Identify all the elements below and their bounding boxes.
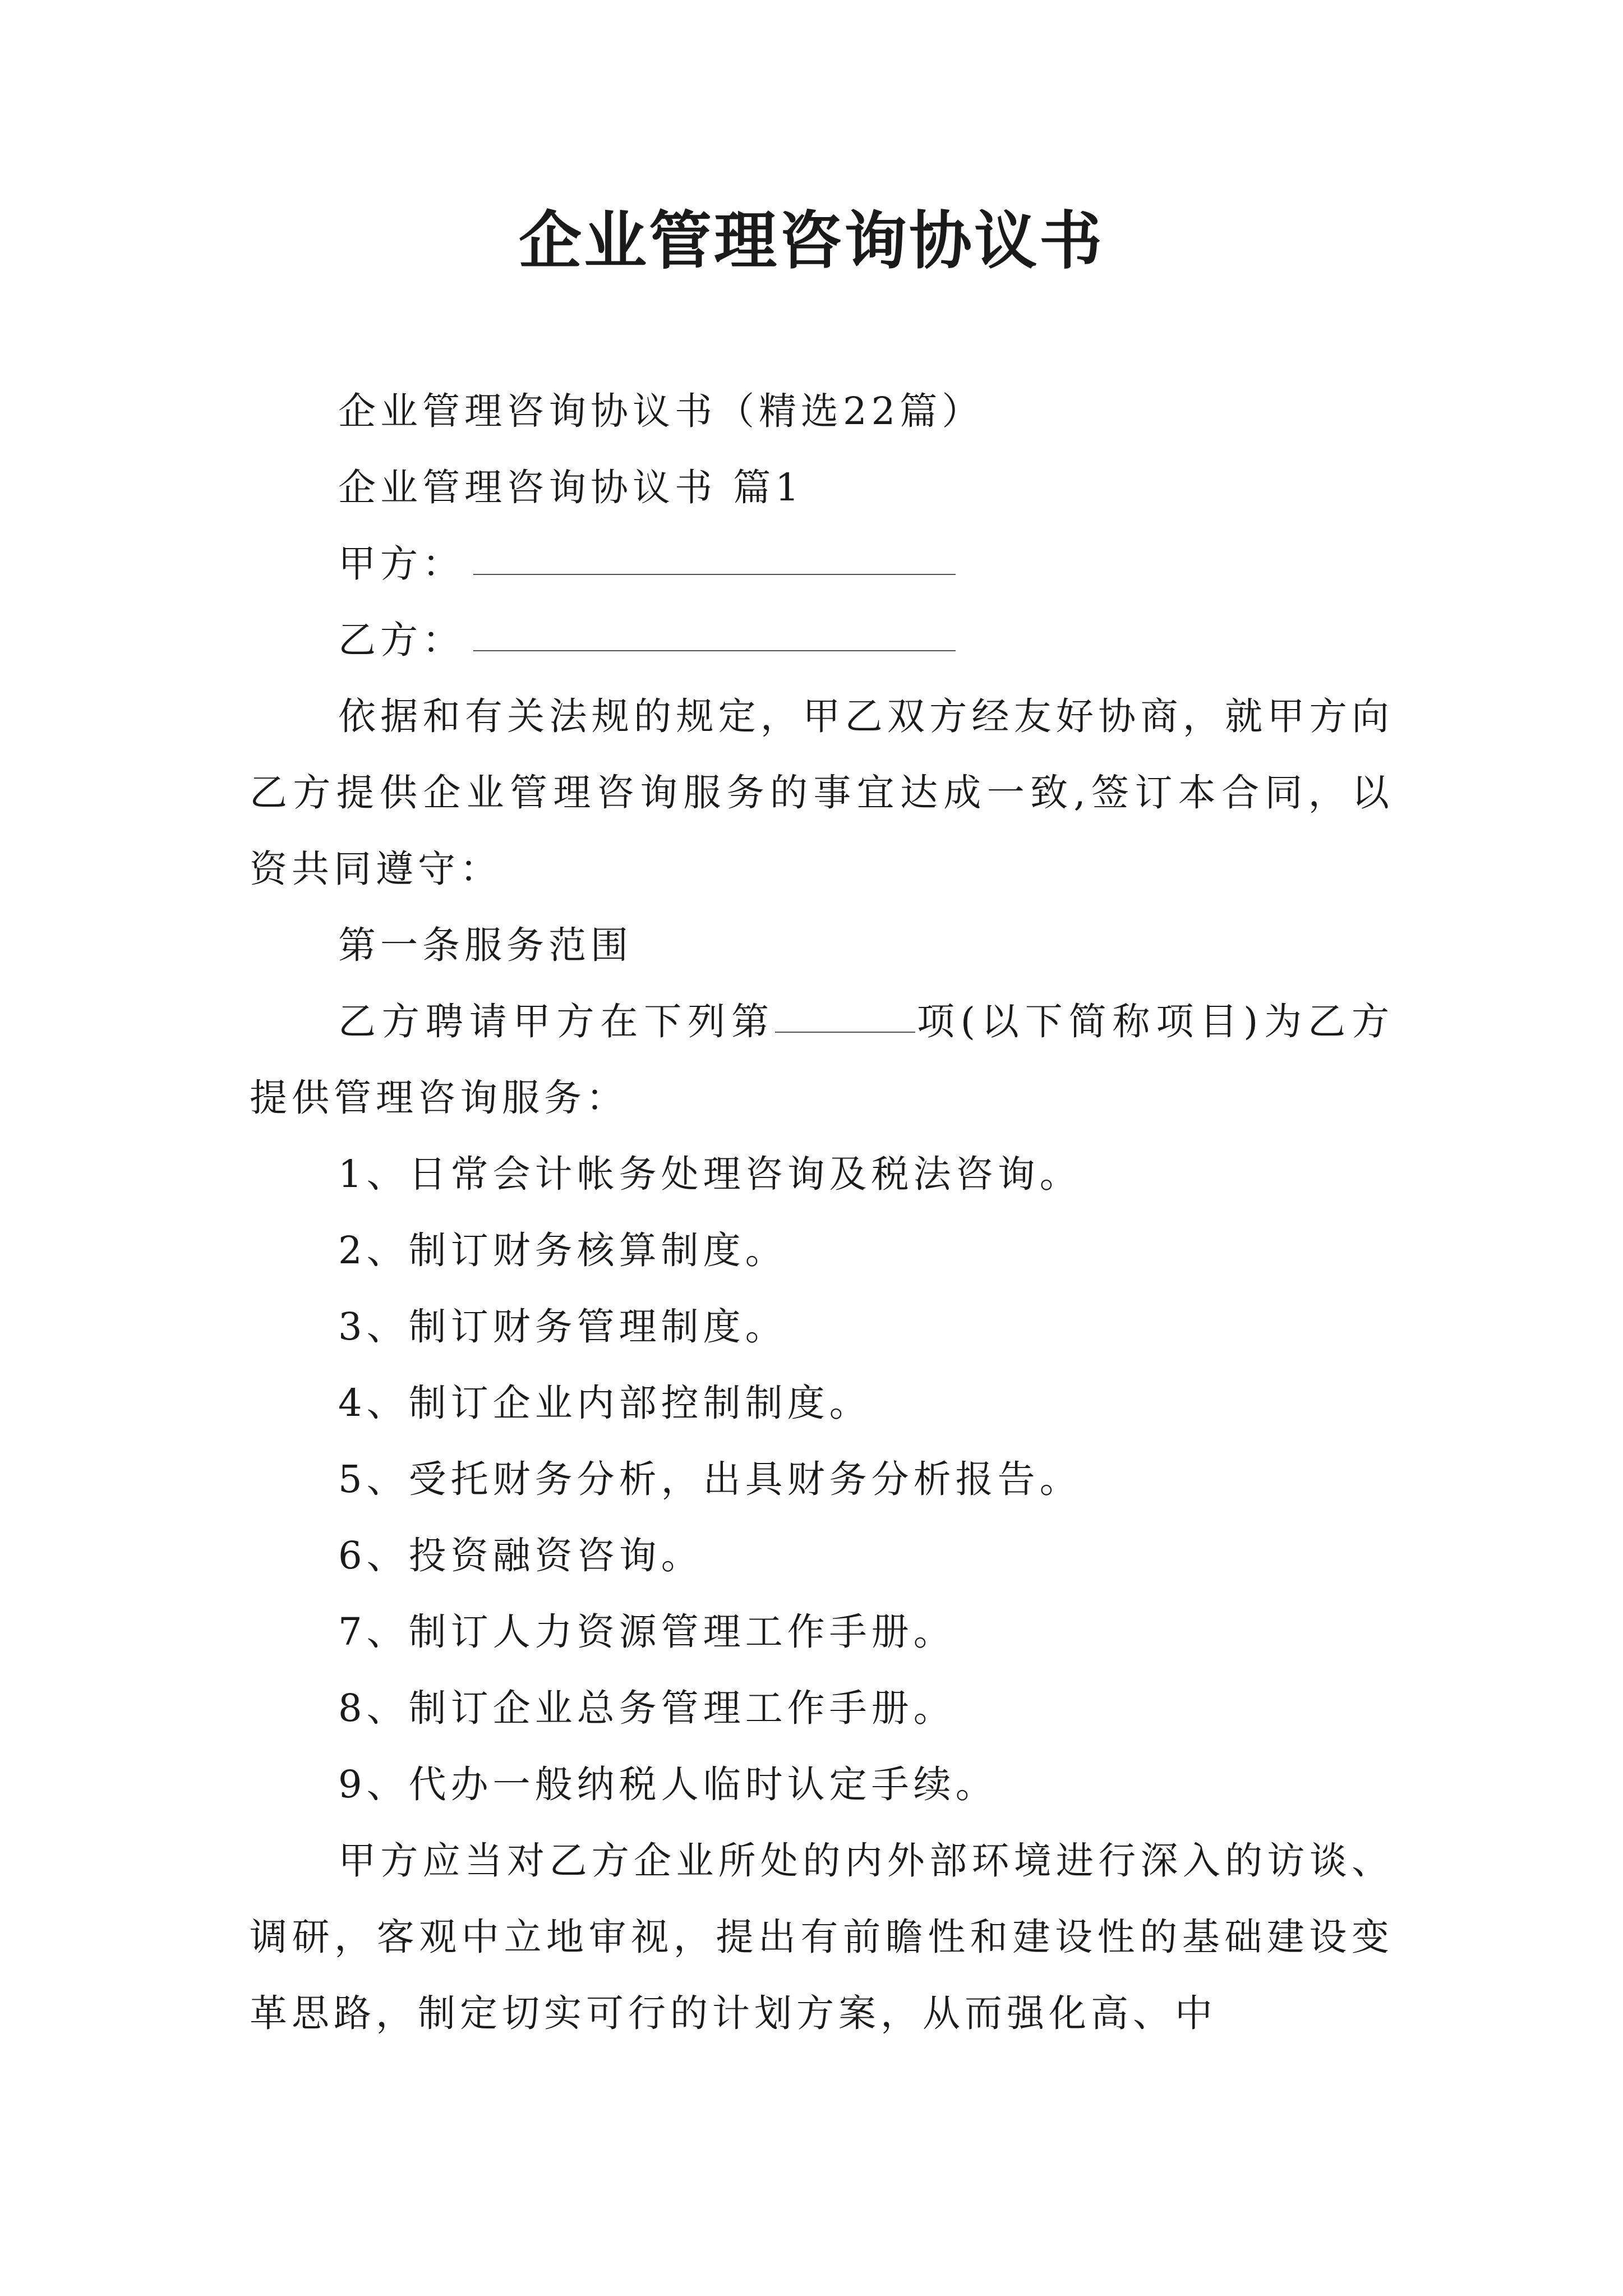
list-item-4: 4、制订企业内部控制制度。 bbox=[338, 1381, 872, 1425]
list-item-2: 2、制订财务核算制度。 bbox=[338, 1228, 787, 1272]
list-item-7: 7、制订人力资源管理工作手册。 bbox=[338, 1610, 956, 1654]
closing-paragraph: 甲方应当对乙方企业所处的内外部环境进行深入的访谈、调研，客观中立地审视，提出有前瞻性和建设性的基础建设变革思路，制定切实可行的计划方案，从而强化高、中 bbox=[250, 1839, 1394, 2035]
party-a-line bbox=[250, 526, 1394, 602]
list-item-9: 9、代办一般纳税人临时认定手续。 bbox=[338, 1763, 998, 1806]
list-item-6: 6、投资融资咨询。 bbox=[338, 1534, 703, 1577]
list-item-3: 3、制订财务管理制度。 bbox=[338, 1305, 787, 1349]
item-number-blank bbox=[775, 1031, 915, 1033]
article1-text-before: 乙方聘请甲方在下列第 bbox=[338, 1000, 775, 1043]
intro-paragraph: 依据和有关法规的规定，甲乙双方经友好协商，就甲方向乙方提供企业管理咨询服务的事宜达成一致,签订本合同，以资共同遵守： bbox=[250, 694, 1394, 891]
article1-text-after: 项(以下简称项目)为乙方提供管理咨询服务： bbox=[250, 1000, 1394, 1120]
party-b-label: 乙方： bbox=[338, 618, 464, 662]
list-item-5: 5、受托财务分析，出具财务分析报告。 bbox=[338, 1457, 1082, 1501]
list-item-1: 1、日常会计帐务处理咨询及税法咨询。 bbox=[338, 1152, 1082, 1196]
party-a-label: 甲方： bbox=[338, 542, 464, 586]
article1-paragraph bbox=[250, 983, 1394, 1136]
article1-heading: 第一条服务范围 bbox=[338, 923, 633, 967]
list-item-8: 8、制订企业总务管理工作手册。 bbox=[338, 1686, 956, 1730]
party-b-blank bbox=[473, 650, 956, 651]
party-b-line bbox=[250, 602, 1394, 678]
party-a-blank bbox=[473, 573, 956, 575]
document-title: 企业管理咨询协议书 bbox=[519, 204, 1104, 278]
document-body bbox=[250, 373, 1394, 2051]
subtitle: 企业管理咨询协议书（精选22篇） bbox=[338, 389, 984, 433]
section-heading: 企业管理咨询协议书 篇1 bbox=[338, 466, 804, 509]
